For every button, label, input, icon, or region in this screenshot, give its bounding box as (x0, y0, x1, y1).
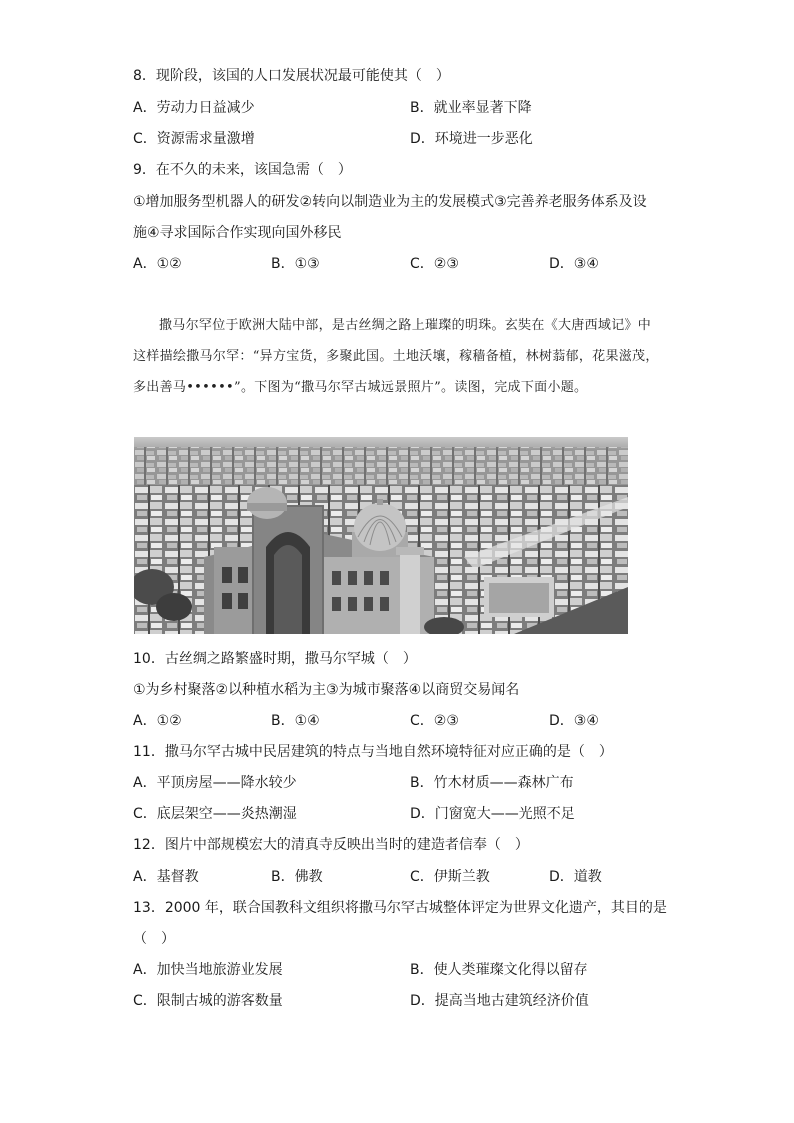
q9-option-d: D．③④ (549, 256, 599, 272)
samarkand-city-photo (134, 437, 628, 634)
q13-stem: 13．2000 年，联合国教科文组织将撒马尔罕古城整体评定为世界文化遗产，其目的是 (133, 900, 667, 916)
q12-option-d: D．道教 (549, 869, 602, 885)
q9-items-line2: 施④寻求国际合作实现向国外移民 (133, 225, 342, 241)
q11-option-a: A．平顶房屋——降水较少 (133, 775, 297, 791)
q11-option-d: D．门窗宽大——光照不足 (410, 806, 575, 822)
passage-text: 撒马尔罕位于欧洲大陆中部，是古丝绸之路上璀璨的明珠。玄奘在《大唐西域记》中这样描绘撒马尔罕：“异方宝货，多聚此国。土地沃壤，稼穑备植，林树蓊郁，花果滋茂，多出善马••••••”。下图为“撒马尔罕古城远景照片”。读图，完成下面小题。 (133, 318, 659, 395)
q11-stem: 11．撒马尔罕古城中民居建筑的特点与当地自然环境特征对应正确的是（ ） (133, 744, 613, 760)
q10-option-c: C．②③ (410, 713, 459, 729)
q10-option-b: B．①④ (271, 713, 320, 729)
q9-items-line1: ①增加服务型机器人的研发②转向以制造业为主的发展模式③完善养老服务体系及设 (133, 194, 647, 210)
q10-option-d: D．③④ (549, 713, 599, 729)
q8-stem: 8．现阶段，该国的人口发展状况最可能使其（ ） (133, 68, 450, 84)
q13-option-b: B．使人类璀璨文化得以留存 (410, 962, 588, 978)
q10-items: ①为乡村聚落②以种植水稻为主③为城市聚落④以商贸交易闻名 (133, 682, 520, 698)
q10-option-a: A．①② (133, 713, 182, 729)
q12-option-c: C．伊斯兰教 (410, 869, 490, 885)
q13-option-d: D．提高当地古建筑经济价值 (410, 993, 589, 1009)
q12-stem: 12．图片中部规模宏大的清真寺反映出当时的建造者信奉（ ） (133, 837, 529, 853)
q12-option-b: B．佛教 (271, 869, 323, 885)
q13-option-c: C．限制古城的游客数量 (133, 993, 283, 1009)
q11-option-c: C．底层架空——炎热潮湿 (133, 806, 297, 822)
q8-option-a: A．劳动力日益减少 (133, 100, 255, 116)
q9-stem: 9．在不久的未来，该国急需（ ） (133, 162, 352, 178)
q9-option-a: A．①② (133, 256, 182, 272)
q9-option-b: B．①③ (271, 256, 320, 272)
q8-option-c: C．资源需求量激增 (133, 131, 255, 147)
q10-stem: 10．古丝绸之路繁盛时期，撒马尔罕城（ ） (133, 651, 417, 667)
q9-option-c: C．②③ (410, 256, 459, 272)
q13-option-a: A．加快当地旅游业发展 (133, 962, 283, 978)
q12-option-a: A．基督教 (133, 869, 199, 885)
reading-passage (133, 310, 663, 403)
q11-option-b: B．竹木材质——森林广布 (410, 775, 574, 791)
q8-option-d: D．环境进一步恶化 (410, 131, 533, 147)
q8-option-b: B．就业率显著下降 (410, 100, 532, 116)
q13-stem-continued: （ ） (133, 931, 175, 947)
